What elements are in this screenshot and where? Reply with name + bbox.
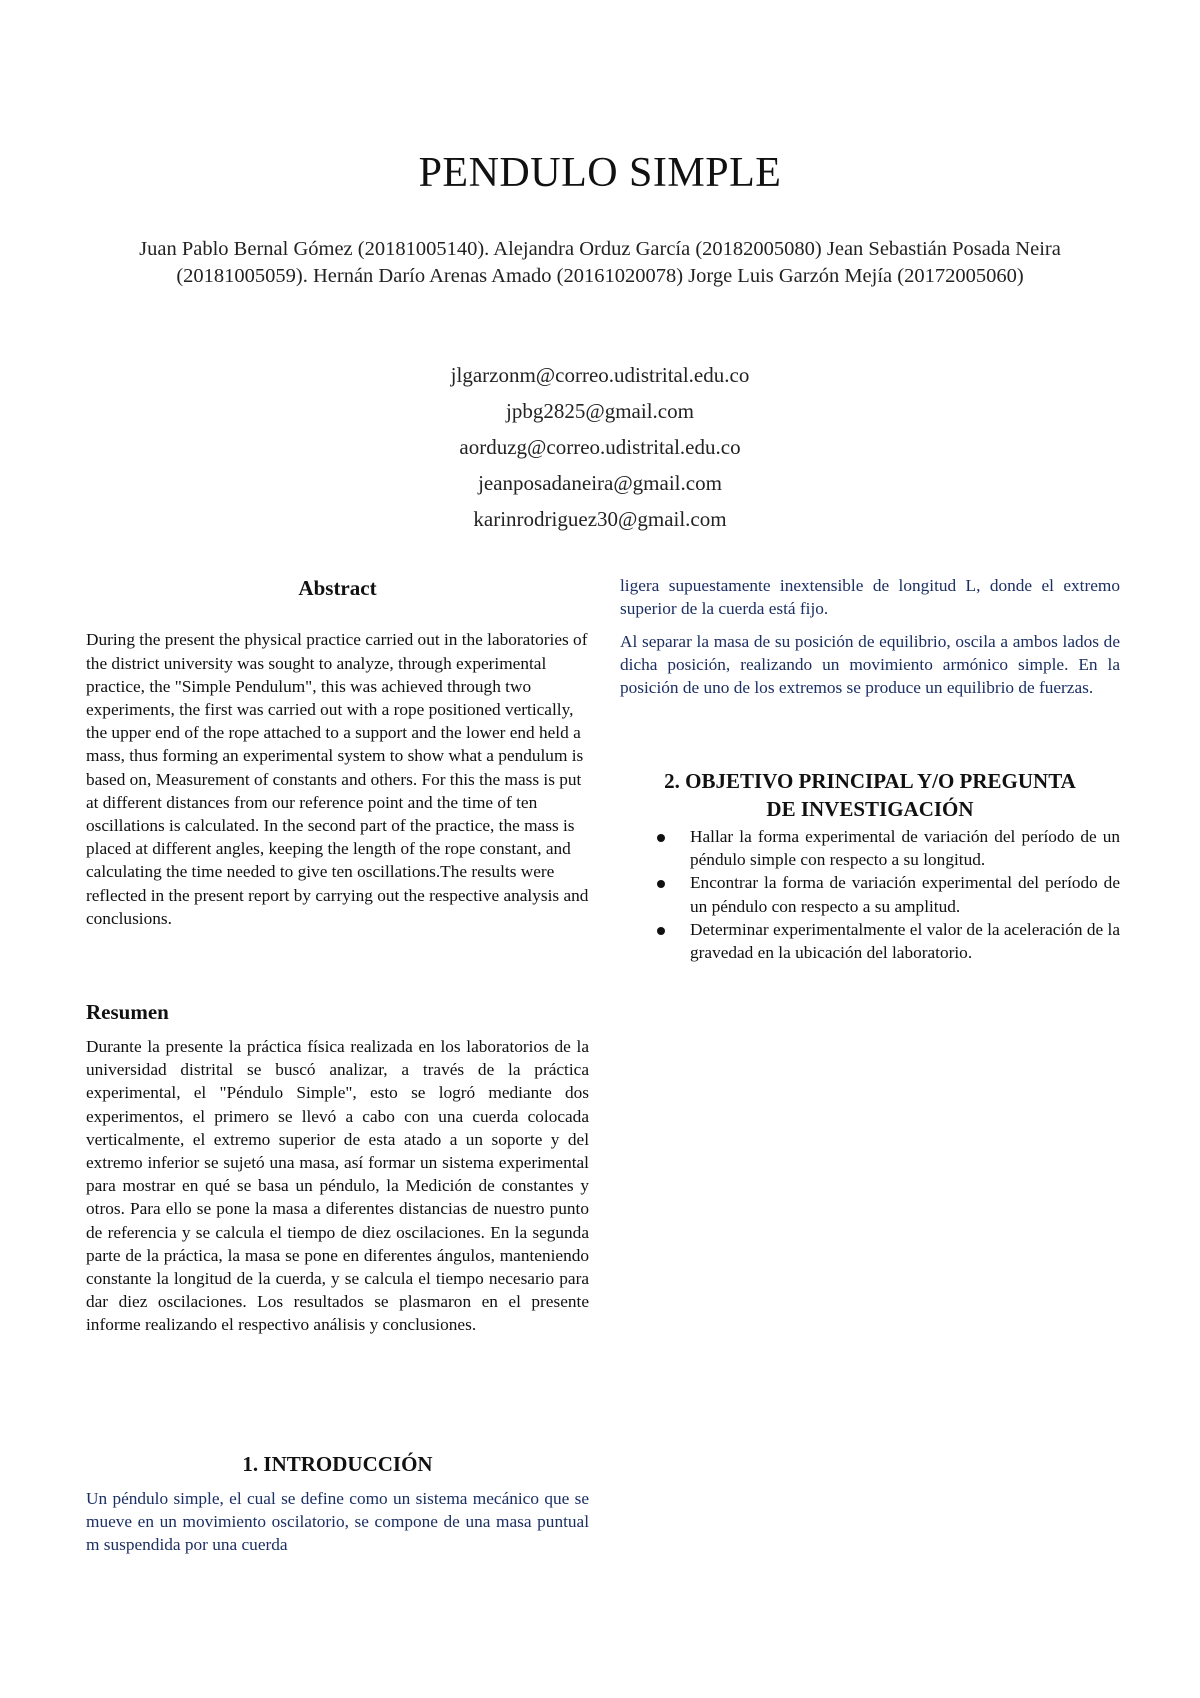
introduccion-text: Un péndulo simple, el cual se define como un sistema mecánico que se mueve en un movimiento oscilatorio, se compone de una masa puntual m suspendida por una cuerda <box>86 1489 589 1555</box>
resumen-text: Durante la presente la práctica física realizada en los laboratorios de la universidad distrital se buscó analizar, a través de la práctica experimental, el "Péndulo Simple", esto se logró mediante dos experimentos, el primero se llevó a cabo con una cuerda colocada verticalmente, el extremo superior de esta atado a un soporte y del extremo inferior se sujetó una masa, así formar un sistema experimental para mostrar en qué se basa un péndulo, la Medición de constantes y otros. Para ello se pone la masa a diferentes distancias de nuestro punto de referencia y se calcula el tiempo de diez oscilaciones. En la segunda parte de la práctica, la masa se pone en diferentes ángulos, manteniendo constante la longitud de la cuerda, y se calcula el tiempo necesario para dar diez oscilaciones. Los resultados se plasmaron en el presente informe realizando el respectivo análisis y conclusiones. <box>86 1037 589 1335</box>
paper-title: PENDULO SIMPLE <box>418 150 782 196</box>
introduccion-text-continued: ligera supuestamente inextensible de longitud L, donde el extremo superior de la cuerda está fijo. <box>620 576 1120 619</box>
objetivo-heading-line: 2. OBJETIVO PRINCIPAL Y/O PREGUNTA <box>664 769 1076 793</box>
abstract-text: During the present the physical practice carried out in the laboratories of the district university was sought to analyze, through experimental practice, the "Simple Pendulum", this was achieved through two experiments, the first was carried out with a rope positioned vertically, the upper end of the rope attached to a support and the lower end held a mass, thus forming an experimental system to show what a pendulum is based on, Measurement of constants and others. For this the mass is put at different distances from our reference point and the time of ten oscillations is calculated. In the second part of the practice, the mass is placed at different angles, keeping the length of the rope constant, and calculating the time needed to give ten oscillations.The results were reflected in the present report by carrying out the respective analysis and conclusions. <box>86 630 589 928</box>
resumen-heading: Resumen <box>86 1000 169 1024</box>
email-address: aorduzg@correo.udistrital.edu.co <box>459 435 741 459</box>
objetivo-heading <box>620 767 1120 823</box>
bullet-icon <box>657 834 665 842</box>
list-item-text: Determinar experimentalmente el valor de la aceleración de la gravedad en la ubicación del laboratorio. <box>690 919 1120 963</box>
list-item-text: Encontrar la forma de variación experimental del período de un péndulo con respecto a su amplitud. <box>690 873 1120 916</box>
bullet-icon <box>657 927 665 935</box>
email-address: jlgarzonm@correo.udistrital.edu.co <box>450 363 750 387</box>
abstract-heading: Abstract <box>298 576 377 600</box>
introduccion-heading: 1. INTRODUCCIÓN <box>242 1452 433 1476</box>
email-address: jpbg2825@gmail.com <box>506 399 694 423</box>
objetivo-heading-line: DE INVESTIGACIÓN <box>766 797 974 821</box>
list-item <box>620 871 1120 917</box>
bullet-icon <box>657 880 665 888</box>
introduccion-paragraph: Al separar la masa de su posición de equilibrio, oscila a ambos lados de dicha posición, realizando un movimiento armónico simple. En la posición de uno de los extremos se produce un equilibrio de fuerzas. <box>620 632 1120 698</box>
list-item <box>620 825 1120 871</box>
email-address: jeanposadaneira@gmail.com <box>478 471 722 495</box>
objetivo-list <box>620 825 1120 964</box>
list-item <box>620 918 1120 964</box>
email-list <box>0 357 1200 537</box>
list-item-text: Hallar la forma experimental de variación del período de un péndulo simple con respecto a su longitud. <box>690 827 1120 870</box>
author-list: Juan Pablo Bernal Gómez (20181005140). Alejandra Orduz García (20182005080) Jean Sebastián Posada Neira (20181005059). Hernán Darío Arenas Amado (20161020078) Jorge Luis Garzón Mejía (20172005060) <box>139 238 1061 287</box>
email-address: karinrodriguez30@gmail.com <box>473 507 727 531</box>
